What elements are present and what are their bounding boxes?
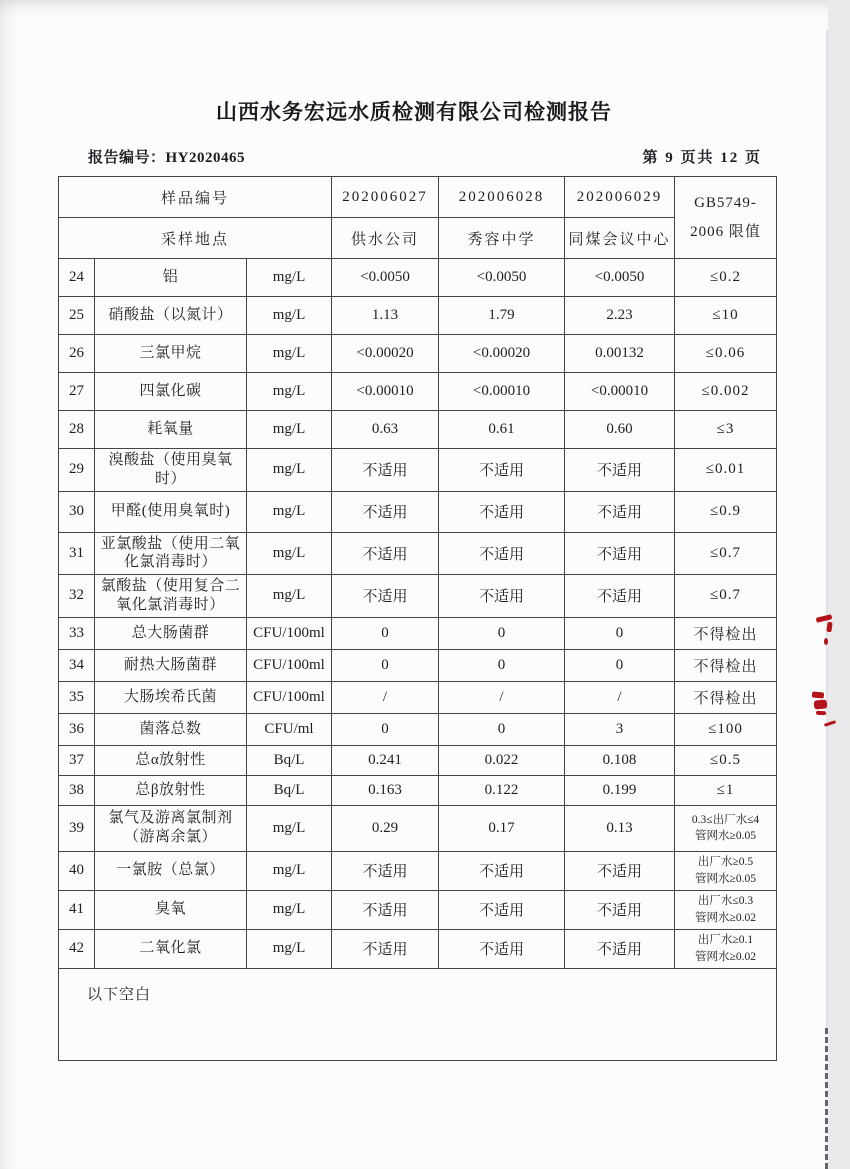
limit-line1: ≤0.7 bbox=[710, 587, 741, 604]
value-cell: 0.022 bbox=[439, 745, 565, 775]
unit-cell: CFU/100ml bbox=[247, 617, 332, 649]
limit-header-cell bbox=[675, 177, 777, 259]
unit-cell: mg/L bbox=[247, 532, 332, 575]
sample-id-cell: 202006027 bbox=[332, 177, 439, 218]
report-number-label: 报告编号： bbox=[88, 150, 166, 166]
row-number-cell: 40 bbox=[59, 851, 95, 890]
table-footer bbox=[59, 968, 777, 1060]
value-cell: 0.13 bbox=[565, 805, 675, 851]
report-meta bbox=[58, 146, 762, 167]
limit-line1: 出厂水≤0.3 bbox=[697, 895, 754, 908]
parameter-cell: 二氧化氯 bbox=[95, 929, 247, 968]
table-row bbox=[59, 617, 777, 649]
limit-cell bbox=[675, 259, 777, 297]
table-row bbox=[59, 491, 777, 532]
unit-cell: mg/L bbox=[247, 890, 332, 929]
value-cell: 不适用 bbox=[565, 890, 675, 929]
value-cell: 不适用 bbox=[439, 449, 565, 492]
parameter-cell: 铝 bbox=[95, 259, 247, 297]
value-cell: 不适用 bbox=[439, 575, 565, 618]
unit-cell: mg/L bbox=[247, 259, 332, 297]
value-cell: 不适用 bbox=[332, 851, 439, 890]
limit-line2: 管网水≥0.02 bbox=[695, 950, 756, 963]
parameter-cell: 臭氧 bbox=[95, 890, 247, 929]
sample-id-row bbox=[59, 177, 777, 218]
row-number-cell: 32 bbox=[59, 575, 95, 618]
unit-cell: mg/L bbox=[247, 805, 332, 851]
report-number bbox=[88, 146, 245, 167]
table-row bbox=[59, 373, 777, 411]
limit-line2: 管网水≥0.02 bbox=[695, 911, 756, 924]
value-cell: 0.163 bbox=[332, 775, 439, 805]
parameter-cell: 氯气及游离氯制剂（游离余氯） bbox=[95, 805, 247, 851]
limit-line1: 出厂水≥0.5 bbox=[697, 856, 754, 869]
unit-cell: mg/L bbox=[247, 575, 332, 618]
value-cell: <0.00010 bbox=[332, 373, 439, 411]
table-row bbox=[59, 649, 777, 681]
unit-cell: mg/L bbox=[247, 491, 332, 532]
limit-cell bbox=[675, 805, 777, 851]
limit-line1: ≤0.06 bbox=[705, 345, 746, 361]
unit-cell: mg/L bbox=[247, 335, 332, 373]
table-row bbox=[59, 411, 777, 449]
value-cell: 0 bbox=[565, 649, 675, 681]
unit-cell: Bq/L bbox=[247, 775, 332, 805]
paper-edge-line bbox=[826, 30, 828, 1030]
limit-cell bbox=[675, 890, 777, 929]
location-cell: 供水公司 bbox=[332, 218, 439, 259]
limit-cell bbox=[675, 775, 777, 805]
row-number-cell: 31 bbox=[59, 532, 95, 575]
limit-cell bbox=[675, 713, 777, 745]
unit-cell: mg/L bbox=[247, 411, 332, 449]
value-cell: 0.61 bbox=[439, 411, 565, 449]
limit-line1: 0.3≤出厂水≤4 bbox=[691, 813, 760, 826]
parameter-cell: 总β放射性 bbox=[95, 775, 247, 805]
value-cell: 3 bbox=[565, 713, 675, 745]
value-cell: 不适用 bbox=[439, 890, 565, 929]
value-cell: / bbox=[565, 681, 675, 713]
row-number-cell: 27 bbox=[59, 373, 95, 411]
parameter-cell: 亚氯酸盐（使用二氧化氯消毒时） bbox=[95, 532, 247, 575]
table-row bbox=[59, 259, 777, 297]
value-cell: 不适用 bbox=[565, 449, 675, 492]
unit-cell: mg/L bbox=[247, 851, 332, 890]
parameter-cell: 一氯胺（总氯） bbox=[95, 851, 247, 890]
limit-line1: ≤1 bbox=[716, 781, 735, 798]
row-number-cell: 37 bbox=[59, 745, 95, 775]
value-cell: <0.00020 bbox=[439, 335, 565, 373]
value-cell: 不适用 bbox=[332, 449, 439, 492]
value-cell: 不适用 bbox=[332, 575, 439, 618]
parameter-cell: 三氯甲烷 bbox=[95, 335, 247, 373]
limit-line1: ≤0.01 bbox=[705, 461, 746, 478]
value-cell: 0.122 bbox=[439, 775, 565, 805]
value-cell: 不适用 bbox=[332, 890, 439, 929]
value-cell: 不适用 bbox=[332, 929, 439, 968]
results-table-body bbox=[59, 259, 777, 969]
red-seal-fragment bbox=[816, 616, 842, 648]
value-cell: 不适用 bbox=[565, 851, 675, 890]
limit-line1: ≤100 bbox=[708, 720, 743, 737]
table-row bbox=[59, 775, 777, 805]
value-cell: 不适用 bbox=[332, 491, 439, 532]
location-cell: 秀容中学 bbox=[439, 218, 565, 259]
value-cell: / bbox=[439, 681, 565, 713]
value-cell: 1.79 bbox=[439, 297, 565, 335]
table-row bbox=[59, 851, 777, 890]
value-cell: <0.00010 bbox=[439, 373, 565, 411]
table-row bbox=[59, 681, 777, 713]
limit-line1: ≤0.2 bbox=[710, 269, 741, 285]
limit-header-line2: 2006 限值 bbox=[690, 223, 761, 240]
table-row bbox=[59, 805, 777, 851]
limit-line1: ≤10 bbox=[712, 307, 739, 323]
table-header bbox=[59, 177, 777, 259]
results-table bbox=[58, 176, 777, 1061]
value-cell: 不适用 bbox=[439, 929, 565, 968]
parameter-cell: 菌落总数 bbox=[95, 713, 247, 745]
value-cell: / bbox=[332, 681, 439, 713]
parameter-cell: 溴酸盐（使用臭氧时） bbox=[95, 449, 247, 492]
parameter-cell: 四氯化碳 bbox=[95, 373, 247, 411]
value-cell: 不适用 bbox=[565, 575, 675, 618]
row-number-cell: 29 bbox=[59, 449, 95, 492]
value-cell: 0 bbox=[439, 713, 565, 745]
value-cell: 0 bbox=[332, 617, 439, 649]
unit-cell: mg/L bbox=[247, 373, 332, 411]
unit-cell: mg/L bbox=[247, 449, 332, 492]
limit-cell bbox=[675, 575, 777, 618]
row-number-cell: 39 bbox=[59, 805, 95, 851]
limit-cell bbox=[675, 745, 777, 775]
limit-line1: 出厂水≥0.1 bbox=[697, 934, 754, 947]
sample-id-cell: 202006029 bbox=[565, 177, 675, 218]
unit-cell: CFU/100ml bbox=[247, 649, 332, 681]
limit-cell bbox=[675, 851, 777, 890]
sample-id-cell: 202006028 bbox=[439, 177, 565, 218]
limit-line1: 不得检出 bbox=[693, 690, 758, 707]
parameter-cell: 耐热大肠菌群 bbox=[95, 649, 247, 681]
value-cell: 0.241 bbox=[332, 745, 439, 775]
value-cell: 不适用 bbox=[439, 851, 565, 890]
value-cell: <0.00020 bbox=[332, 335, 439, 373]
limit-line1: ≤0.002 bbox=[701, 383, 750, 399]
value-cell: <0.0050 bbox=[332, 259, 439, 297]
limit-cell bbox=[675, 335, 777, 373]
value-cell: 0.63 bbox=[332, 411, 439, 449]
table-row bbox=[59, 449, 777, 492]
row-number-cell: 35 bbox=[59, 681, 95, 713]
row-number-cell: 36 bbox=[59, 713, 95, 745]
value-cell: 1.13 bbox=[332, 297, 439, 335]
parameter-cell: 总大肠菌群 bbox=[95, 617, 247, 649]
location-cell: 同煤会议中心 bbox=[565, 218, 675, 259]
parameter-cell: 氯酸盐（使用复合二氧化氯消毒时） bbox=[95, 575, 247, 618]
parameter-cell: 耗氧量 bbox=[95, 411, 247, 449]
value-cell: 0.60 bbox=[565, 411, 675, 449]
row-number-cell: 28 bbox=[59, 411, 95, 449]
row-number-cell: 25 bbox=[59, 297, 95, 335]
table-row bbox=[59, 335, 777, 373]
parameter-cell: 硝酸盐（以氮计） bbox=[95, 297, 247, 335]
value-cell: 不适用 bbox=[565, 532, 675, 575]
table-row bbox=[59, 297, 777, 335]
value-cell: 0 bbox=[439, 617, 565, 649]
value-cell: <0.00010 bbox=[565, 373, 675, 411]
value-cell: 0.199 bbox=[565, 775, 675, 805]
value-cell: 0 bbox=[565, 617, 675, 649]
limit-line2: 管网水≥0.05 bbox=[695, 872, 756, 885]
row-number-cell: 24 bbox=[59, 259, 95, 297]
row-number-cell: 26 bbox=[59, 335, 95, 373]
value-cell: 不适用 bbox=[565, 929, 675, 968]
sample-id-label-cell: 样品编号 bbox=[59, 177, 332, 218]
limit-line1: 不得检出 bbox=[693, 658, 758, 675]
value-cell: <0.0050 bbox=[565, 259, 675, 297]
limit-line2: 管网水≥0.05 bbox=[695, 830, 756, 842]
location-row bbox=[59, 218, 777, 259]
value-cell: 0.17 bbox=[439, 805, 565, 851]
value-cell: 2.23 bbox=[565, 297, 675, 335]
limit-line1: ≤0.9 bbox=[710, 503, 741, 519]
value-cell: 0 bbox=[332, 649, 439, 681]
value-cell: 不适用 bbox=[439, 491, 565, 532]
blank-space-row bbox=[59, 968, 777, 1060]
value-cell: 0.29 bbox=[332, 805, 439, 851]
limit-cell bbox=[675, 649, 777, 681]
limit-line1: 不得检出 bbox=[693, 626, 758, 643]
limit-cell bbox=[675, 449, 777, 492]
unit-cell: Bq/L bbox=[247, 745, 332, 775]
unit-cell: mg/L bbox=[247, 929, 332, 968]
table-row bbox=[59, 745, 777, 775]
parameter-cell: 甲醛(使用臭氧时) bbox=[95, 491, 247, 532]
limit-cell bbox=[675, 491, 777, 532]
row-number-cell: 34 bbox=[59, 649, 95, 681]
row-number-cell: 33 bbox=[59, 617, 95, 649]
blank-space-note: 以下空白 bbox=[59, 968, 777, 1060]
limit-cell bbox=[675, 532, 777, 575]
row-number-cell: 30 bbox=[59, 491, 95, 532]
value-cell: 0 bbox=[332, 713, 439, 745]
limit-header-line1: GB5749- bbox=[694, 195, 757, 211]
limit-line1: ≤3 bbox=[716, 421, 735, 437]
value-cell: 0.00132 bbox=[565, 335, 675, 373]
unit-cell: CFU/ml bbox=[247, 713, 332, 745]
table-row bbox=[59, 532, 777, 575]
limit-cell bbox=[675, 617, 777, 649]
table-row bbox=[59, 929, 777, 968]
limit-cell bbox=[675, 681, 777, 713]
table-row bbox=[59, 890, 777, 929]
limit-line1: ≤0.7 bbox=[710, 544, 741, 561]
page-indicator: 第 9 页共 12 页 bbox=[642, 150, 762, 166]
limit-cell bbox=[675, 373, 777, 411]
page-title: 山西水务宏远水质检测有限公司检测报告 bbox=[216, 100, 612, 124]
table-row bbox=[59, 575, 777, 618]
table-row bbox=[59, 713, 777, 745]
unit-cell: CFU/100ml bbox=[247, 681, 332, 713]
limit-cell bbox=[675, 297, 777, 335]
row-number-cell: 41 bbox=[59, 890, 95, 929]
parameter-cell: 总α放射性 bbox=[95, 745, 247, 775]
location-label-cell: 采样地点 bbox=[59, 218, 332, 259]
limit-cell bbox=[675, 411, 777, 449]
value-cell: 不适用 bbox=[439, 532, 565, 575]
row-number-cell: 42 bbox=[59, 929, 95, 968]
value-cell: 不适用 bbox=[565, 491, 675, 532]
value-cell: <0.0050 bbox=[439, 259, 565, 297]
report-number-value: HY2020465 bbox=[165, 150, 246, 166]
parameter-cell: 大肠埃希氏菌 bbox=[95, 681, 247, 713]
value-cell: 不适用 bbox=[332, 532, 439, 575]
paper-edge-shadow bbox=[825, 1028, 828, 1169]
limit-cell bbox=[675, 929, 777, 968]
value-cell: 0.108 bbox=[565, 745, 675, 775]
value-cell: 0 bbox=[439, 649, 565, 681]
red-seal-fragment bbox=[810, 692, 838, 728]
row-number-cell: 38 bbox=[59, 775, 95, 805]
unit-cell: mg/L bbox=[247, 297, 332, 335]
limit-line1: ≤0.5 bbox=[710, 751, 741, 768]
